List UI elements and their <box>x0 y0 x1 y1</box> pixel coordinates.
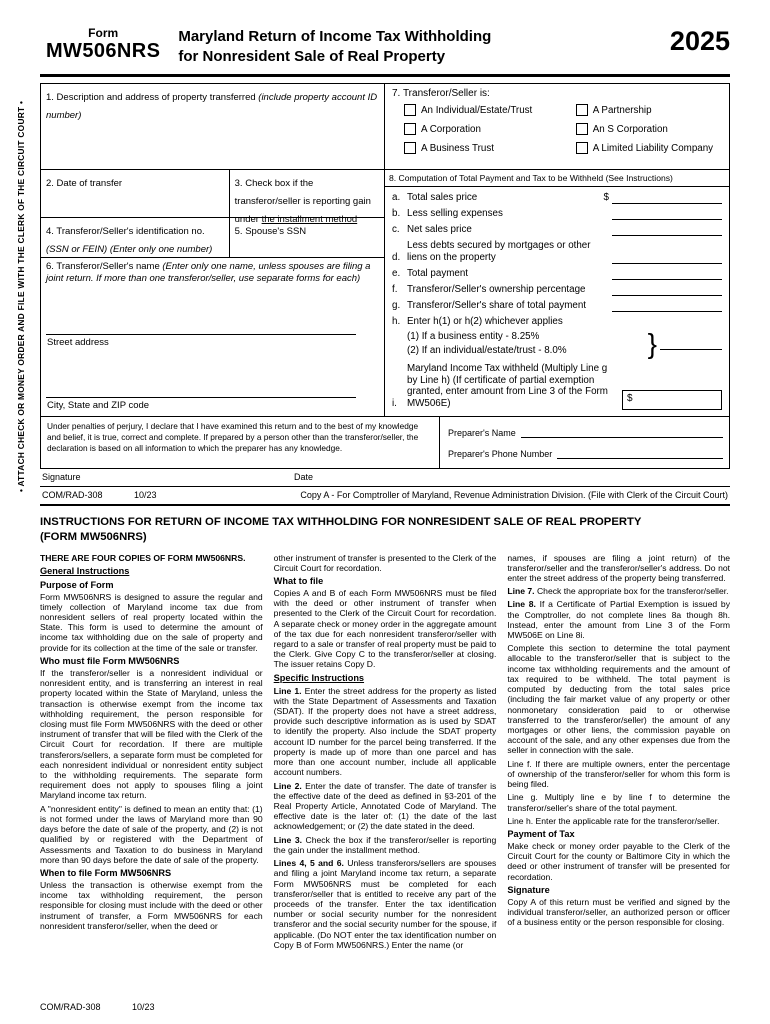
preparer-name-input[interactable] <box>521 428 723 438</box>
line-e-id: e. <box>392 268 401 280</box>
line-g-lead: Line g. <box>507 792 538 803</box>
field-installment-method-label: 3. Check box if the transferor/seller is reporting gain under the installment method <box>234 178 371 225</box>
when-to-file-text: Unless the transaction is otherwise exempt from the income tax withholding requirement, the person responsible for closing must include with the deed or other instrument of transfer, a Form MW506NRS for each nonresident transferor/seller, when the deed or <box>40 879 263 931</box>
form-word-label: Form <box>88 26 119 40</box>
field-date-of-transfer[interactable] <box>41 170 230 217</box>
installment-method-underlined: the installment method <box>261 214 358 225</box>
option-s-corporation-label: An S Corporation <box>592 123 668 135</box>
form-title <box>178 26 670 66</box>
page-footer-code: COM/RAD-308 <box>40 1002 101 1012</box>
field-spouse-ssn-label: 5. Spouse's SSN <box>234 226 307 237</box>
line-f-label: Transferor/Seller's ownership percentage <box>407 284 586 296</box>
preparer-phone-label: Preparer's Phone Number <box>448 448 553 459</box>
line-h-option-texts <box>407 330 646 358</box>
line-h-rate-input[interactable] <box>660 339 722 350</box>
checkbox-s-corporation-icon[interactable] <box>576 123 588 135</box>
signature-label[interactable]: Signature <box>42 472 81 482</box>
line-i-dollar-sign: $ <box>627 392 633 404</box>
form-header <box>40 26 730 77</box>
checkbox-individual-estate-trust-icon[interactable] <box>404 104 416 116</box>
preparer-phone-input[interactable] <box>557 449 723 459</box>
line-i-tax-withheld <box>392 363 722 410</box>
field-seller-id-number-label: 4. Transferor/Seller's identification no. (SSN or FEIN) (Enter only one number) <box>46 226 213 255</box>
line-g-share-of-payment <box>392 300 722 312</box>
line-8-instruction-continued: Complete this section to determine the total payment allocable to the transferor/seller that is subject to the income tax withholding requirements and the amount of tax required to be withheld. The total payment is computed by deducting from the total sales price (including the fair market value of any property or other nonmonetary consideration paid to or otherwise transferred to the transferor/seller) the amount of any mortgages or other liens, the commission payable on account of the sale, and any other expenses due from the seller in connection with the sale. <box>507 643 731 756</box>
checkbox-corporation-icon[interactable] <box>404 123 416 135</box>
row-identification <box>41 218 384 258</box>
line-1-instruction <box>274 686 497 778</box>
signature-instructions-text: Copy A of this return must be verified and signed by the individual transferor/seller, an authorized person or officer of a business entity or the person responsible for closing. <box>507 896 731 928</box>
line-g-instruction <box>507 792 730 812</box>
line-a-id: a. <box>392 192 401 203</box>
line-f-instruction <box>507 759 730 790</box>
checkbox-llc-icon[interactable] <box>576 142 588 154</box>
signature-instructions-heading: Signature <box>507 884 550 895</box>
line-h-text: Enter the applicable rate for the transferor/seller. <box>535 815 720 826</box>
line-e-total-payment <box>392 268 722 280</box>
line-a-label: Total sales price <box>407 192 478 203</box>
option-partnership-label: A Partnership <box>592 104 652 116</box>
attach-check-vertical-note <box>16 100 31 492</box>
line-b-label: Less selling expenses <box>407 208 503 220</box>
line-h-rate <box>392 316 722 358</box>
option-partnership[interactable] <box>576 104 722 116</box>
who-must-file-text-1: If the transferor/seller is a nonresident individual or nonresident entity, and is transferring an interest in real property located within the State of Maryland, unless the transaction is otherwise exempt from the income tax withholding requirement, the person responsible for closing must file Form MW506NRS with the deed or other instrument of transfer that will be filed with the Clerk of the Circuit Court for recordation. If there are multiple transferors/sellers, a separate form must be completed for each nonresident individual or nonresident entity subject to the withholding requirements. The separate form requirement does not apply to spouses filing a joint Maryland income tax return. <box>40 667 263 801</box>
instructions-section <box>40 515 730 953</box>
option-s-corporation[interactable] <box>576 123 722 135</box>
field-property-description[interactable] <box>41 84 384 170</box>
line-3-instruction <box>274 835 497 855</box>
line-d-less-debts <box>392 240 722 264</box>
line-a-total-sales-price <box>392 192 722 204</box>
field-seller-type-label: 7. Transferor/Seller is: <box>392 88 490 99</box>
form-title-line1: Maryland Return of Income Tax Withholding <box>178 28 492 45</box>
street-address-label: Street address <box>47 336 109 348</box>
checkbox-business-trust-icon[interactable] <box>404 142 416 154</box>
instructions-title-line2: (FORM MW506NRS) <box>40 531 147 544</box>
line-c-id: c. <box>392 224 400 236</box>
lines-4-5-6-instruction <box>274 858 497 950</box>
who-must-file-heading: Who must file Form MW506NRS <box>40 655 180 666</box>
preparer-name-label: Preparer's Name <box>448 428 516 439</box>
line-h-id: h. <box>392 316 401 328</box>
line-i-amount-input[interactable] <box>622 390 722 410</box>
form-number: MW506NRS <box>46 40 161 62</box>
form-code: COM/RAD-308 <box>42 490 103 500</box>
field-seller-id-number-note: (SSN or FEIN) (Enter only one number) <box>46 244 213 255</box>
line-g-amount-input[interactable] <box>612 301 722 312</box>
line-c-label: Net sales price <box>407 224 472 236</box>
option-individual-estate-trust-label: An Individual/Estate/Trust <box>421 104 533 116</box>
payment-of-tax-heading: Payment of Tax <box>507 828 575 839</box>
field-installment-method[interactable] <box>230 170 384 225</box>
line-h2-label: (2) If an individual/estate/trust - 8.0% <box>407 345 567 357</box>
computation-body <box>385 187 729 416</box>
line-2-instruction <box>274 781 497 832</box>
preparer-phone-row <box>448 449 723 459</box>
instructions-title-line1: INSTRUCTIONS FOR RETURN OF INCOME TAX WITHHOLDING FOR NONRESIDENT SALE OF REAL PROPERTY <box>40 516 642 528</box>
line-f-lead: Line f. <box>507 758 532 769</box>
instructions-title <box>40 515 730 546</box>
line-2-lead: Line 2. <box>273 780 302 791</box>
form-number-block <box>46 26 160 63</box>
option-llc[interactable] <box>576 142 722 154</box>
line-c-net-sales-price <box>392 224 722 236</box>
general-instructions-heading: General Instructions <box>40 565 130 576</box>
line-g-id: g. <box>392 300 401 312</box>
line-h-lead: Line h. <box>507 815 534 826</box>
option-llc-label: A Limited Liability Company <box>592 142 714 154</box>
instructions-column-1 <box>40 553 263 954</box>
line-8-text: If a Certificate of Partial Exemption is issued by the Comptroller, do not complete lines 8a though 8h. Instead, enter the amount from Line 3 of the Form MW506E on Line 8i. <box>507 599 731 641</box>
option-corporation-label: A Corporation <box>421 123 481 135</box>
line-1-lead: Line 1. <box>273 685 302 696</box>
line-h-label: Enter h(1) or h(2) whichever applies <box>407 316 563 328</box>
form-columns <box>41 84 729 416</box>
row-date-installment <box>41 170 384 225</box>
line-1-text: Enter the street address for the property as listed with the State Department of Assessments and Taxation (SDAT). If the property does not have a street address, provide such descriptive information as is used by SDAT to identify the property. Also include the SDAT property account ID number for the parcel being transferred. If the property is made up of more than one parcel and has more than one account number, include all applicable account numbers. <box>273 685 497 778</box>
date-label[interactable]: Date <box>294 472 314 482</box>
form-footer-row <box>40 486 730 506</box>
checkbox-partnership-icon[interactable] <box>576 104 588 116</box>
line-7-instruction <box>507 586 730 596</box>
line-h-instruction <box>507 816 730 826</box>
field-seller-name-label: 6. Transferor/Seller's name (Enter only one name, unless spouses are filing a joint return. If more than one transferor/seller, use separate forms for each) <box>46 261 371 284</box>
lines-4-5-6-lead: Lines 4, 5 and 6. <box>273 858 344 869</box>
line-d-id: d. <box>392 252 401 264</box>
line-g-label: Transferor/Seller's share of total payment <box>407 300 587 312</box>
line-h-main <box>392 316 722 328</box>
line-2-text: Enter the date of transfer. The date of transfer is the effective date of the deed as defined in §3-201 of the Real Property Article, Annotated Code of Maryland. The effective date is the later of: (1) the date of the last acknowledgement; or (2) the date stated in the deed. <box>273 780 497 832</box>
line-7-lead: Line 7. <box>507 586 535 597</box>
who-must-file-text-2: A "nonresident entity" is defined to mean an entity that: (1) is not formed under the laws of Maryland more than 90 days before the date of sale of the property, and (2) is not qualified by or registered with the Department of Assessments and Taxation to do business in Maryland more than 90 days before the date of sale of the property. <box>40 803 263 865</box>
signature-date-row <box>40 469 730 486</box>
field-seller-type <box>385 84 729 170</box>
attach-check-vertical-text: • ATTACH CHECK OR MONEY ORDER AND FILE WITH THE CLERK OF THE CIRCUIT COURT • <box>16 100 26 492</box>
four-copies-note: THERE ARE FOUR COPIES OF FORM MW506NRS. <box>40 552 246 563</box>
line-a-dollar-sign: $ <box>603 192 609 203</box>
line-d-label: Less debts secured by mortgages or other liens on the property <box>407 240 591 264</box>
form-body <box>40 83 730 469</box>
instructions-column-3 <box>507 553 730 954</box>
line-i-label: Maryland Income Tax withheld (Multiply Line g by Line h) (If certificate of partial exemption granted, enter amount from Line 3 of the Form MW506E) <box>407 362 608 410</box>
line-f-ownership-percentage <box>392 284 722 296</box>
preparer-block <box>440 417 729 468</box>
when-to-file-continued-text: other instrument of transfer is presented to the Clerk of the Circuit Court for recordation. <box>273 552 497 573</box>
city-state-zip-block <box>46 397 379 411</box>
form-column-left <box>41 84 385 416</box>
field-seller-id-number[interactable] <box>41 218 230 257</box>
computation-header: 8. Computation of Total Payment and Tax to be Withheld (See Instructions) <box>385 170 729 187</box>
what-to-file-text: Copies A and B of each Form MW506NRS must be filed with the deed or other instrument of transfer when presented to the Clerk of the Circuit Court for recordation. A separate check or money order in the aggregate amount of the tax due for each nonresident transferor/seller with regard to a sale or transfer of real property must be paid to the Clerk. Give Copy C to the transferor/seller at closing. The issuer retains Copy D. <box>273 587 497 670</box>
line-8-lead: Line 8. <box>507 599 536 610</box>
perjury-declaration: Under penalties of perjury, I declare that I have examined this return and to the best of my knowledge and belief, it is true, correct and complete. If prepared by a person other than the transferor/seller, the declaration is based on all information to which the preparer has any knowledge. <box>41 417 440 468</box>
purpose-of-form-text: Form MW506NRS is designed to assure the regular and timely collection of Maryland income tax due from nonresident sellers of real property located within the State. This form is used to determine the amount of income tax withholding due on the sale of property and provide for its collection at the time of the sale or transfer. <box>40 591 263 653</box>
when-to-file-heading: When to file Form MW506NRS <box>40 868 172 878</box>
option-individual-estate-trust[interactable] <box>404 104 576 116</box>
specific-instructions-heading: Specific Instructions <box>273 672 365 683</box>
declaration-row <box>41 416 729 468</box>
street-address-block <box>46 334 379 348</box>
line-h-options <box>392 330 722 358</box>
field-spouse-ssn[interactable] <box>230 218 384 257</box>
line-a-amount-input[interactable] <box>612 193 722 204</box>
line-8-instruction <box>507 599 730 640</box>
line-3-lead: Line 3. <box>273 834 303 845</box>
city-state-zip-label: City, State and ZIP code <box>47 400 150 411</box>
lines-4-5-6-continued-text: names, if spouses are filing a joint return) of the transferor/seller and the transferor/seller's address. Do not enter the street address of the property being transferred. <box>507 552 731 583</box>
field-seller-name-note: (Enter only one name, unless spouses are filing a joint return. If more than one transferor/seller, use separate forms for each) <box>46 261 371 284</box>
page-footer-revision: 10/23 <box>132 1002 155 1012</box>
line-i-id: i. <box>392 398 397 410</box>
option-business-trust[interactable] <box>404 142 576 154</box>
field-seller-name-address[interactable] <box>41 258 384 416</box>
line-e-label: Total payment <box>407 268 468 280</box>
page-footer <box>40 1002 155 1012</box>
field-date-of-transfer-label: 2. Date of transfer <box>46 178 123 189</box>
form-column-right <box>385 84 729 416</box>
option-business-trust-label: A Business Trust <box>421 142 494 154</box>
brace-icon: } <box>647 328 657 360</box>
payment-of-tax-text: Make check or money order payable to the Clerk of the Circuit Court for the county or Baltimore City in which the deed or other instrument of transfer will be presented for recordation. <box>507 840 731 882</box>
preparer-name-row <box>448 428 723 438</box>
line-c-amount-input[interactable] <box>612 225 722 236</box>
instructions-columns <box>40 553 730 954</box>
field-property-description-label: 1. Description and address of property transferred (include property account ID number) <box>46 92 378 121</box>
copy-a-text: Copy A - For Comptroller of Maryland, Revenue Administration Division. (File with Clerk of the Circuit Court) <box>300 490 728 500</box>
form-title-line2: for Nonresident Sale of Real Property <box>178 47 446 65</box>
line-7-text: Check the appropriate box for the transferor/seller. <box>536 586 729 597</box>
purpose-of-form-heading: Purpose of Form <box>40 579 114 590</box>
form-revision: 10/23 <box>134 490 157 500</box>
line-b-id: b. <box>392 208 401 220</box>
line-f-id: f. <box>392 284 398 296</box>
line-e-amount-input[interactable] <box>612 269 722 280</box>
what-to-file-heading: What to file <box>273 575 324 586</box>
line-f-amount-input[interactable] <box>612 285 722 296</box>
line-3-text: Check the box if the transferor/seller is reporting the gain under the installment method. <box>273 834 497 855</box>
line-f-text: If there are multiple owners, enter the percentage of ownership of the transferor/seller for whom this form is being filed. <box>507 758 731 790</box>
instructions-column-2 <box>274 553 497 954</box>
seller-type-options <box>392 104 722 154</box>
line-b-selling-expenses <box>392 208 722 220</box>
option-corporation[interactable] <box>404 123 576 135</box>
line-b-amount-input[interactable] <box>612 209 722 220</box>
line-g-text: Multiply line e by line f to determine the transferor/seller's share of the total payment. <box>507 792 731 813</box>
line-d-amount-input[interactable] <box>612 253 722 264</box>
lines-4-5-6-text: Unless transferors/sellers are spouses and filing a joint Maryland income tax return, a separate Form MW506NRS must be completed for each transferor/seller that is entitled to receive any part of the proceeds of the transfer. Enter the tax identification number or social security number for the nonresident transferor and the social security number for the spouse, if applicable. (Do NOT enter the tax identification number on Copy B of Form MW506NRS.) Enter the name (or <box>273 858 497 950</box>
tax-year: 2025 <box>669 26 730 56</box>
line-h1-label: (1) If a business entity - 8.25% <box>407 331 540 343</box>
field-property-description-note: (include property account ID number) <box>46 92 378 121</box>
